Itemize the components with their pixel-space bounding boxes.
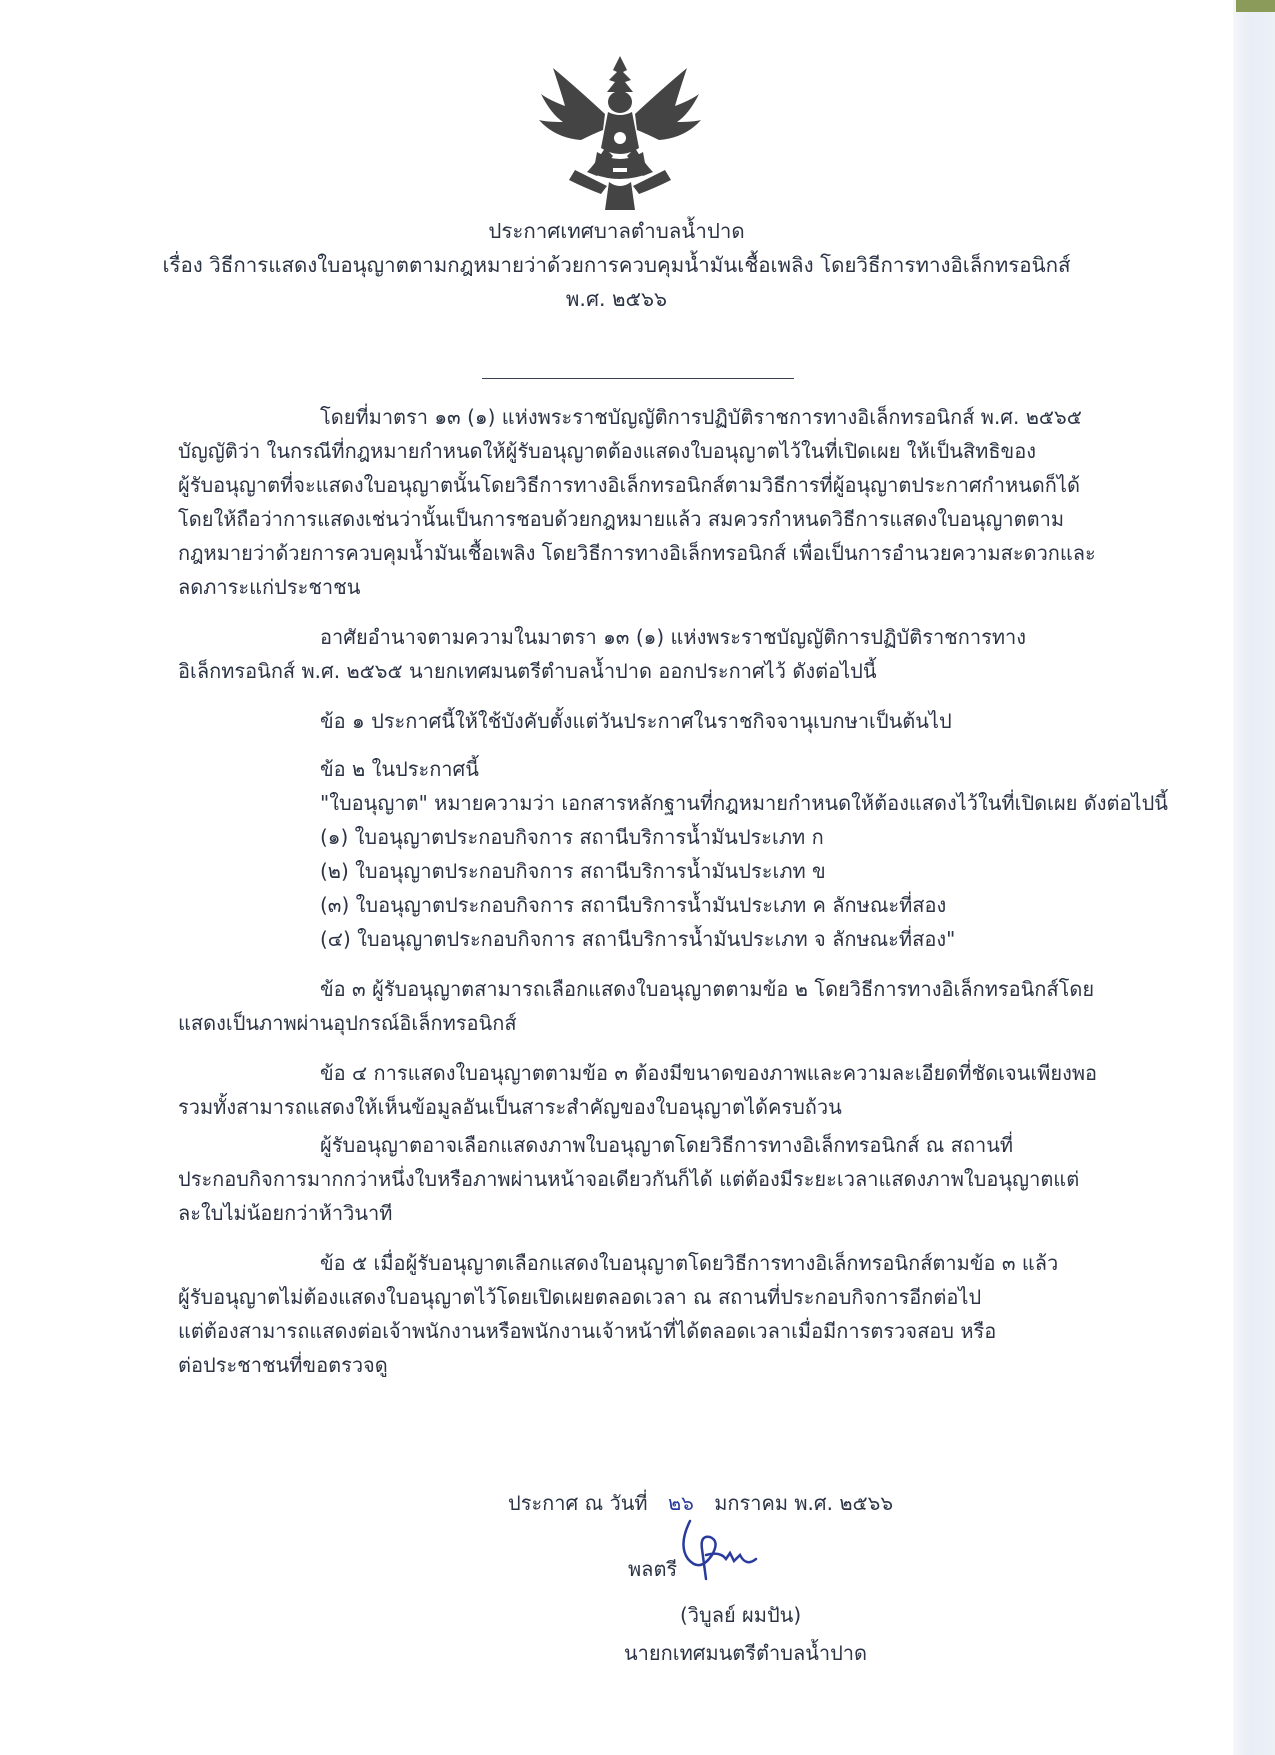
license-item: (๑) ใบอนุญาตประกอบกิจการ สถานีบริการน้ำมันประเภท ก: [320, 825, 824, 849]
paragraph-line: รวมทั้งสามารถแสดงให้เห็นข้อมูลอันเป็นสาระสำคัญของใบอนุญาตได้ครบถ้วน: [178, 1095, 842, 1119]
paragraph-line: อิเล็กทรอนิกส์ พ.ศ. ๒๕๖๕ นายกเทศมนตรีตำบลน้ำปาด ออกประกาศไว้ ดังต่อไปนี้: [178, 659, 877, 683]
signatory-rank: พลตรี: [628, 1557, 678, 1581]
issuer-title: ประกาศเทศบาลตำบลน้ำปาด: [488, 219, 745, 243]
paragraph-line: กฎหมายว่าด้วยการควบคุมน้ำมันเชื้อเพลิง โดยวิธีการทางอิเล็กทรอนิกส์ เพื่อเป็นการอำนวยความสะดวกและ: [178, 541, 1096, 565]
announcement-date: [508, 1490, 893, 1516]
license-definition: "ใบอนุญาต" หมายความว่า เอกสารหลักฐานที่กฎหมายกำหนดให้ต้องแสดงไว้ในที่เปิดเผย ดังต่อไปนี้: [320, 791, 1168, 815]
clause-2-title: ข้อ ๒ ในประกาศนี้: [320, 757, 479, 781]
signature-scribble-icon: [660, 1515, 760, 1595]
header-divider: [482, 378, 794, 379]
clause-1: ข้อ ๑ ประกาศนี้ให้ใช้บังคับตั้งแต่วันประกาศในราชกิจจานุเบกษาเป็นต้นไป: [320, 709, 952, 733]
paragraph-line: ข้อ ๓ ผู้รับอนุญาตสามารถเลือกแสดงใบอนุญาตตามข้อ ๒ โดยวิธีการทางอิเล็กทรอนิกส์โดย: [320, 977, 1095, 1001]
signatory-name: (วิบูลย์ ผมปัน): [680, 1603, 802, 1627]
paragraph-line: ประกอบกิจการมากกว่าหนึ่งใบหรือภาพผ่านหน้าจอเดียวกันก็ได้ แต่ต้องมีระยะเวลาแสดงภาพใบอนุญาตแต่: [178, 1167, 1080, 1191]
paragraph-line: ลดภาระแก่ประชาชน: [178, 575, 361, 599]
paragraph-line: แสดงเป็นภาพผ่านอุปกรณ์อิเล็กทรอนิกส์: [178, 1011, 517, 1035]
paragraph-line: ต่อประชาชนที่ขอตรวจดู: [178, 1353, 388, 1377]
year-title: พ.ศ. ๒๕๖๖: [565, 287, 668, 311]
paragraph-line: ผู้รับอนุญาตไม่ต้องแสดงใบอนุญาตไว้โดยเปิดเผยตลอดเวลา ณ สถานที่ประกอบกิจการอีกต่อไป: [178, 1285, 982, 1309]
garuda-emblem-icon: [535, 48, 705, 218]
paragraph-line: ผู้รับอนุญาตที่จะแสดงใบอนุญาตนั้นโดยวิธีการทางอิเล็กทรอนิกส์ตามวิธีการที่ผู้อนุญาตประกาศกำหนดก็ได้: [178, 473, 1080, 497]
license-item: (๔) ใบอนุญาตประกอบกิจการ สถานีบริการน้ำมันประเภท จ ลักษณะที่สอง": [320, 927, 956, 951]
paragraph-line: ข้อ ๕ เมื่อผู้รับอนุญาตเลือกแสดงใบอนุญาตโดยวิธีการทางอิเล็กทรอนิกส์ตามข้อ ๓ แล้ว: [320, 1251, 1059, 1275]
paragraph-line: อาศัยอำนาจตามความในมาตรา ๑๓ (๑) แห่งพระราชบัญญัติการปฏิบัติราชการทาง: [320, 625, 1027, 649]
paragraph-line: โดยที่มาตรา ๑๓ (๑) แห่งพระราชบัญญัติการปฏิบัติราชการทางอิเล็กทรอนิกส์ พ.ศ. ๒๕๖๕: [320, 405, 1082, 429]
scan-edge-mark: [1236, 0, 1275, 12]
paragraph-line: ผู้รับอนุญาตอาจเลือกแสดงภาพใบอนุญาตโดยวิธีการทางอิเล็กทรอนิกส์ ณ สถานที่: [320, 1133, 1014, 1157]
paragraph-line: แต่ต้องสามารถแสดงต่อเจ้าพนักงานหรือพนักงานเจ้าหน้าที่ได้ตลอดเวลาเมื่อมีการตรวจสอบ หรือ: [178, 1319, 997, 1343]
announced-prefix: ประกาศ ณ วันที่: [508, 1491, 648, 1515]
license-item: (๓) ใบอนุญาตประกอบกิจการ สถานีบริการน้ำมันประเภท ค ลักษณะที่สอง: [320, 893, 947, 917]
announcement-month-year: มกราคม พ.ศ. ๒๕๖๖: [714, 1491, 894, 1515]
subject-title: เรื่อง วิธีการแสดงใบอนุญาตตามกฎหมายว่าด้วยการควบคุมน้ำมันเชื้อเพลิง โดยวิธีการทางอิเล็กทรอนิกส์: [162, 253, 1071, 277]
paragraph-line: โดยให้ถือว่าการแสดงเช่นว่านั้นเป็นการชอบด้วยกฎหมายแล้ว สมควรกำหนดวิธีการแสดงใบอนุญาตตาม: [178, 507, 1064, 531]
scan-edge: [1233, 0, 1275, 1755]
paragraph-line: ละใบไม่น้อยกว่าห้าวินาที: [178, 1201, 393, 1225]
paragraph-line: ข้อ ๔ การแสดงใบอนุญาตตามข้อ ๓ ต้องมีขนาดของภาพและความละเอียดที่ชัดเจนเพียงพอ: [320, 1061, 1098, 1085]
license-item: (๒) ใบอนุญาตประกอบกิจการ สถานีบริการน้ำมันประเภท ข: [320, 859, 826, 883]
paragraph-line: บัญญัติว่า ในกรณีที่กฎหมายกำหนดให้ผู้รับอนุญาตต้องแสดงใบอนุญาตไว้ในที่เปิดเผย ให้เป็นสิทธิของ: [178, 439, 1036, 463]
announcement-day: ๒๖: [667, 1491, 694, 1515]
signatory-position: นายกเทศมนตรีตำบลน้ำปาด: [624, 1641, 868, 1665]
